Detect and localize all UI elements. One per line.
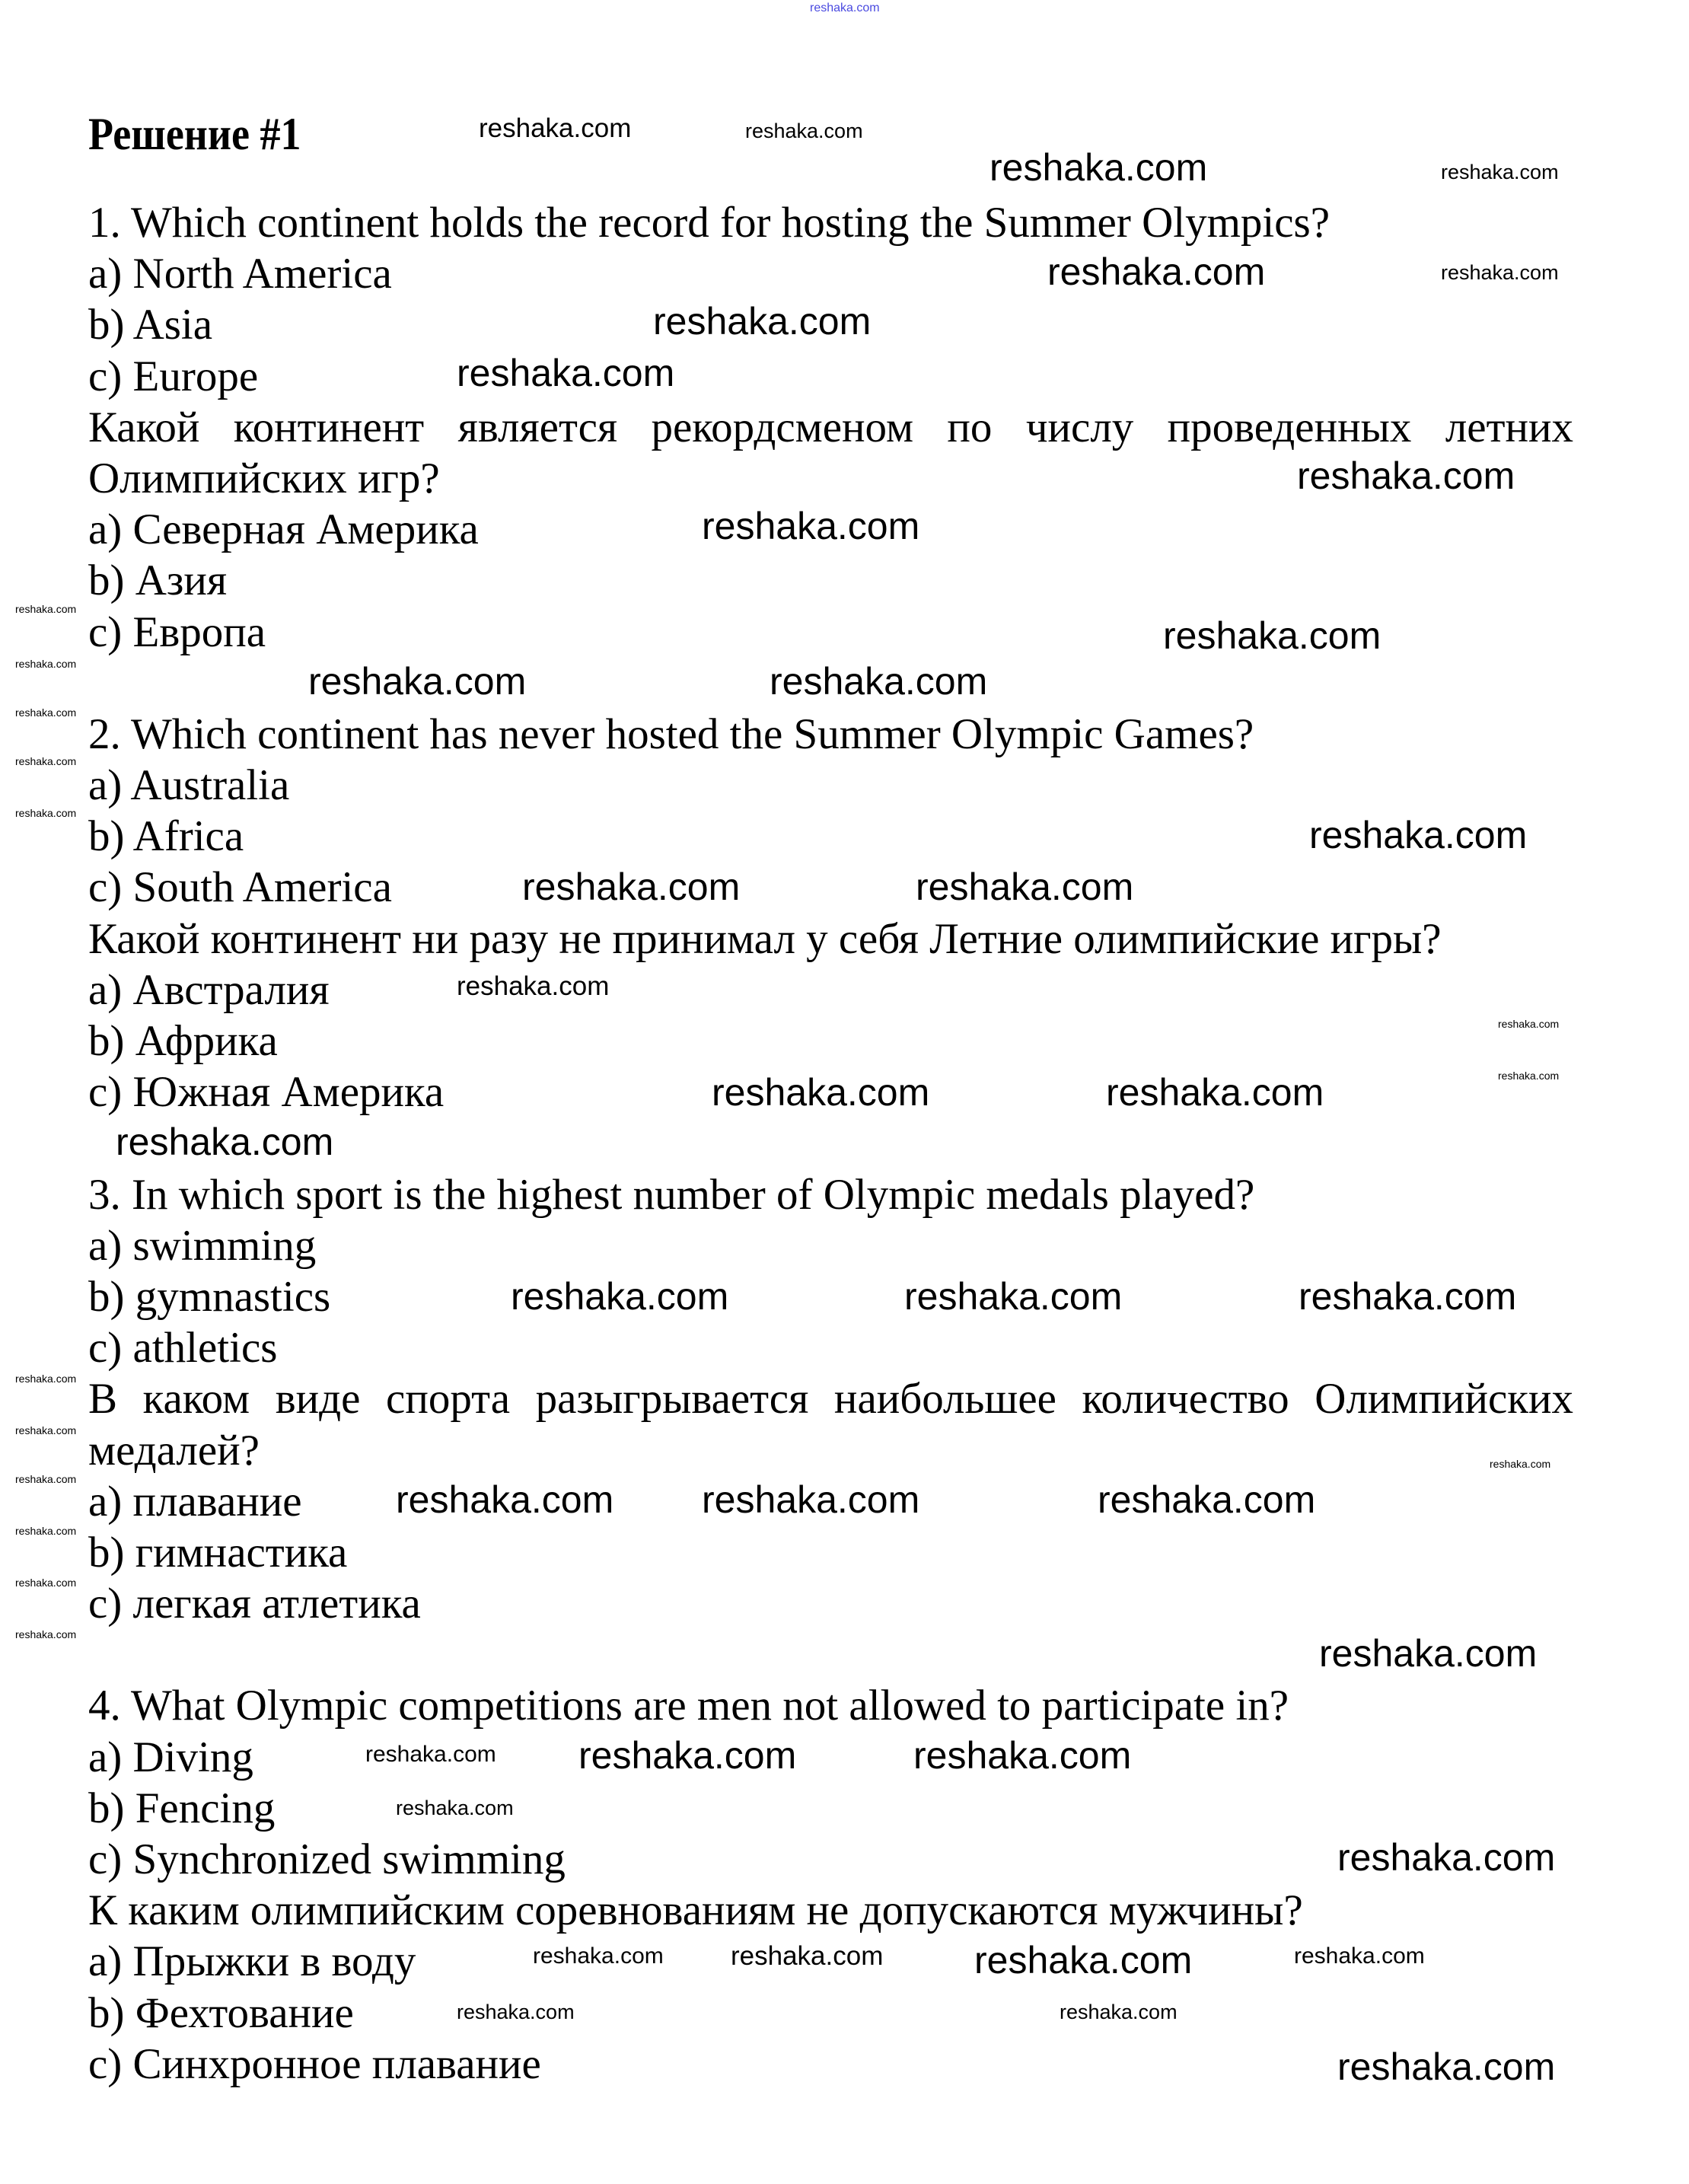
page-title: Решение #1 — [88, 109, 301, 159]
option-ru: a) плавание — [88, 1477, 302, 1526]
question-ru: медалей? — [88, 1426, 260, 1475]
watermark: reshaka.com — [15, 1373, 77, 1385]
watermark: reshaka.com — [15, 706, 77, 719]
question-3 — [88, 1169, 1573, 1681]
watermark: reshaka.com — [578, 1734, 797, 1777]
option-ru: b) Азия — [88, 556, 228, 605]
watermark: reshaka.com — [533, 1943, 664, 1969]
watermark: reshaka.com — [1498, 1070, 1560, 1082]
watermark: reshaka.com — [702, 505, 920, 547]
watermark: reshaka.com — [653, 300, 872, 343]
question-en: 4. What Olympic competitions are men not allowed to participate in? — [88, 1682, 1289, 1730]
watermark: reshaka.com — [15, 1424, 77, 1436]
watermark: reshaka.com — [522, 866, 741, 908]
option-ru: a) Австралия — [88, 965, 330, 1014]
watermark: reshaka.com — [712, 1071, 930, 1114]
watermark: reshaka.com — [457, 352, 675, 394]
watermark: reshaka.com — [1337, 1836, 1556, 1879]
watermark: reshaka.com — [1441, 261, 1559, 284]
option-en: a) Australia — [88, 761, 290, 810]
option-en: b) Africa — [88, 812, 244, 861]
watermark: reshaka.com — [1309, 814, 1528, 856]
watermark: reshaka.com — [457, 2001, 575, 2023]
option-en: a) North America — [88, 250, 392, 298]
watermark: reshaka.com — [15, 603, 77, 615]
watermark: reshaka.com — [913, 1734, 1132, 1777]
option-en: a) Diving — [88, 1733, 253, 1781]
option-en: c) Synchronized swimming — [88, 1835, 566, 1883]
watermark: reshaka.com — [1060, 2001, 1178, 2023]
option-ru: c) легкая атлетика — [88, 1580, 421, 1628]
option-en: a) swimming — [88, 1221, 317, 1270]
option-ru: b) гимнастика — [88, 1528, 348, 1577]
watermark: reshaka.com — [15, 658, 77, 670]
option-ru: a) Прыжки в воду — [88, 1937, 416, 1986]
option-ru: a) Северная Америка — [88, 505, 479, 554]
watermark: reshaka.com — [396, 1478, 614, 1521]
watermark: reshaka.com — [1098, 1478, 1316, 1521]
watermark: reshaka.com — [1047, 250, 1266, 293]
question-en: 3. In which sport is the highest number of Olympic medals played? — [88, 1170, 1255, 1219]
question-en: 1. Which continent holds the record for hosting the Summer Olympics? — [88, 199, 1330, 247]
watermark: reshaka.com — [745, 120, 863, 142]
watermark: reshaka.com — [1490, 1458, 1551, 1470]
question-en: 2. Which continent has never hosted the Summer Olympic Games? — [88, 709, 1254, 758]
watermark: reshaka.com — [1441, 161, 1559, 183]
question-ru: К каким олимпийским соревнованиям не допускаются мужчины? — [88, 1886, 1303, 1935]
watermark: reshaka.com — [15, 1577, 77, 1589]
option-en: c) Europe — [88, 352, 259, 400]
watermark: reshaka.com — [15, 807, 77, 819]
question-ru: Олимпийских игр? — [88, 454, 440, 502]
option-ru: b) Фехтование — [88, 1988, 354, 2037]
watermark: reshaka.com — [1294, 1943, 1425, 1969]
watermark: reshaka.com — [1498, 1018, 1560, 1030]
watermark: reshaka.com — [916, 866, 1134, 908]
watermark-link[interactable]: reshaka.com — [810, 2, 880, 14]
option-en: c) athletics — [88, 1324, 278, 1373]
watermark: reshaka.com — [1163, 614, 1381, 657]
option-en: b) Fencing — [88, 1784, 276, 1832]
question-ru: В каком виде спорта разыгрывается наибольшее количество Олимпийских — [88, 1375, 1573, 1424]
watermark: reshaka.com — [396, 1797, 514, 1819]
watermark: reshaka.com — [770, 660, 988, 703]
option-ru: c) Европа — [88, 607, 266, 656]
watermark: reshaka.com — [457, 971, 610, 1001]
question-ru: Какой континент является рекордсменом по числу проведенных летних — [88, 403, 1573, 451]
watermark: reshaka.com — [365, 1742, 496, 1767]
option-en: b) Asia — [88, 301, 213, 349]
watermark: reshaka.com — [1299, 1275, 1517, 1318]
option-ru: c) Южная Америка — [88, 1068, 445, 1117]
watermark: reshaka.com — [731, 1941, 884, 1971]
option-en: b) gymnastics — [88, 1272, 331, 1321]
watermark: reshaka.com — [974, 1939, 1193, 1982]
option-ru: b) Африка — [88, 1017, 278, 1065]
watermark: reshaka.com — [15, 1473, 77, 1485]
watermark: reshaka.com — [15, 755, 77, 767]
watermark: reshaka.com — [904, 1275, 1123, 1318]
watermark: reshaka.com — [989, 146, 1208, 189]
watermark: reshaka.com — [1319, 1632, 1538, 1675]
watermark: reshaka.com — [1297, 454, 1515, 497]
watermark: reshaka.com — [116, 1121, 334, 1163]
watermark: reshaka.com — [1106, 1071, 1324, 1114]
watermark: reshaka.com — [702, 1478, 920, 1521]
question-4 — [88, 1680, 1573, 2090]
watermark: reshaka.com — [308, 660, 527, 703]
watermark: reshaka.com — [15, 1628, 77, 1640]
option-ru: c) Синхронное плавание — [88, 2039, 541, 2088]
option-en: c) South America — [88, 863, 392, 912]
watermark: reshaka.com — [15, 1525, 77, 1537]
watermark: reshaka.com — [1337, 2045, 1556, 2088]
watermark: reshaka.com — [479, 113, 632, 143]
question-ru: Какой континент ни разу не принимал у себя Летние олимпийские игры? — [88, 914, 1442, 963]
watermark: reshaka.com — [511, 1275, 729, 1318]
